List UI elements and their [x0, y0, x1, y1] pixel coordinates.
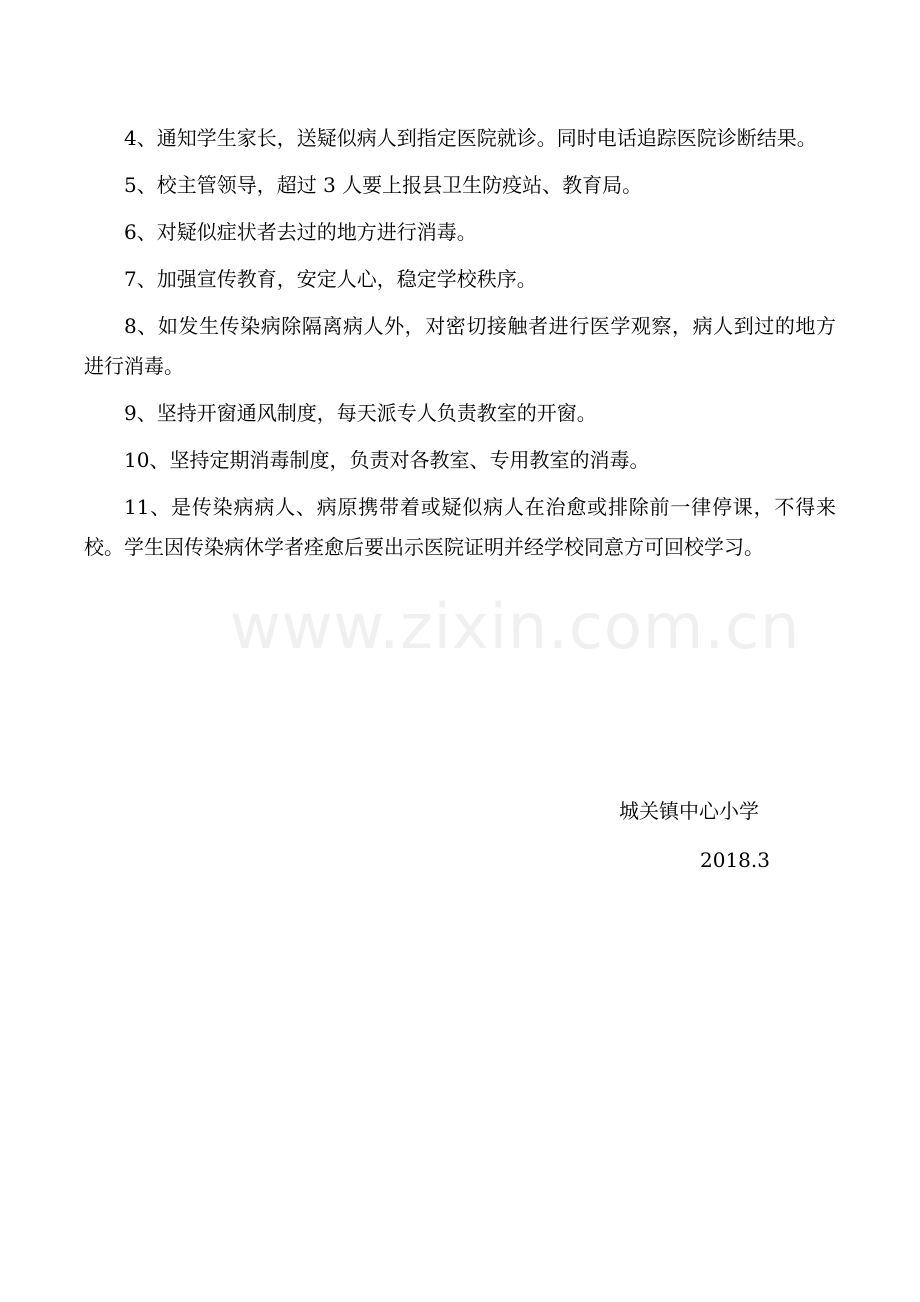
paragraph-4: 4、通知学生家长，送疑似病人到指定医院就诊。同时电话追踪医院诊断结果。: [124, 126, 817, 150]
signature-organization: 城关镇中心小学: [619, 799, 759, 823]
document-body: [84, 118, 836, 574]
paragraph-9: 9、坚持开窗通风制度，每天派专人负责教室的开窗。: [124, 401, 597, 425]
signature-date: 2018.3: [700, 848, 770, 872]
paragraph-7: 7、加强宣传教育，安定人心，稳定学校秩序。: [124, 267, 537, 291]
paragraph-10: 10、坚持定期消毒制度，负责对各教室、专用教室的消毒。: [124, 448, 650, 472]
paragraph-8: 8、如发生传染病除隔离病人外，对密切接触者进行医学观察，病人到过的地方进行消毒。: [84, 314, 836, 378]
watermark: www.zixin.com.cn: [230, 590, 801, 663]
paragraph-11: 11、是传染病病人、病原携带着或疑似病人在治愈或排除前一律停课，不得来校。学生因传染病休学者痊愈后要出示医院证明并经学校同意方可回校学习。: [84, 495, 836, 559]
paragraph-5: 5、校主管领导，超过 3 人要上报县卫生防疫站、教育局。: [124, 173, 643, 197]
paragraph-6: 6、对疑似症状者去过的地方进行消毒。: [124, 220, 477, 244]
